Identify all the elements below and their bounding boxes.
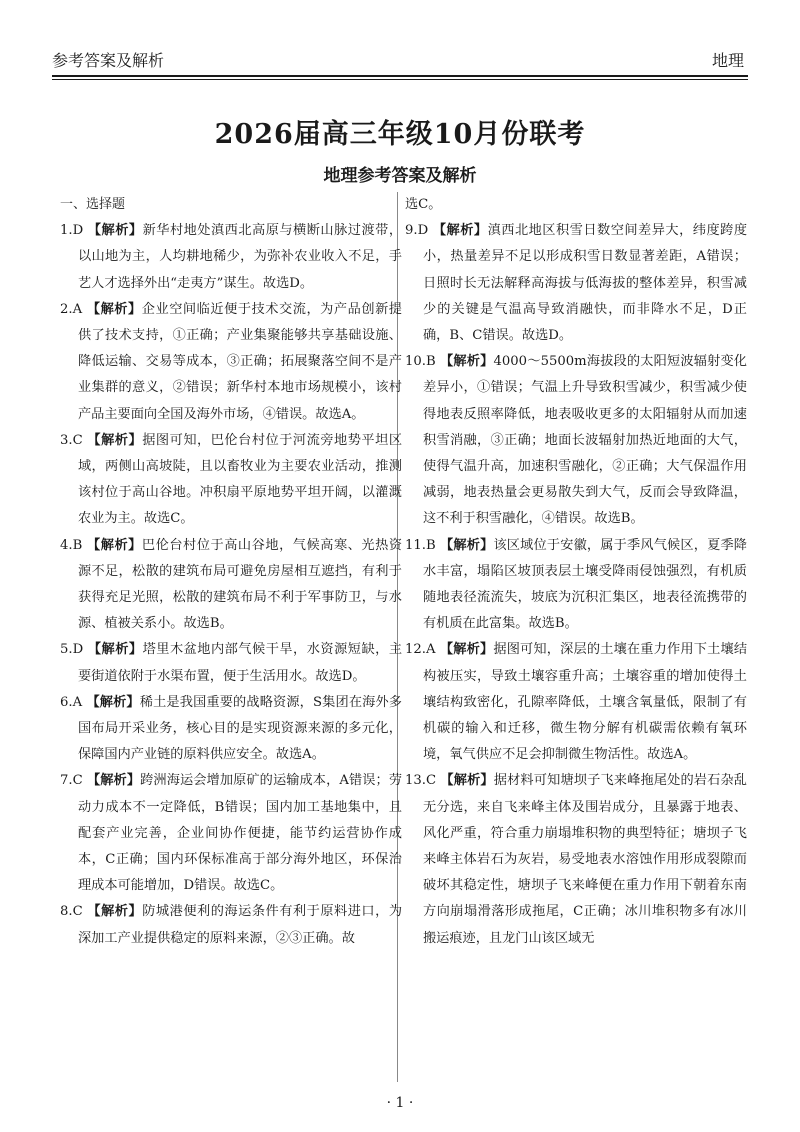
running-header-subject: 地理 — [711, 51, 744, 70]
answer-list-left — [60, 218, 402, 952]
answer-item — [60, 899, 402, 951]
answer-number: 9.D — [405, 223, 429, 239]
analysis-text: 新华村地处滇西北高原与横断山脉过渡带，以山地为主，人均耕地稀少，为弥补农业收入不足，手艺人才选择外出“走夷方”谋生。故选D。 — [78, 223, 403, 291]
analysis-tag: 【解析】 — [87, 642, 143, 658]
answer-number: 13.C — [405, 773, 437, 789]
analysis-tag: 【解析】 — [440, 773, 494, 789]
answer-item — [405, 218, 747, 349]
answer-number: 11.B — [405, 537, 436, 553]
right-column — [405, 192, 747, 952]
analysis-text: 据材料可知塘坝子飞来峰拖尾处的岩石杂乱无分选，来自飞来峰主体及围岩成分，且暴露于地表、风化严重，符合重力崩塌堆积物的典型特征；塘坝子飞来峰主体岩石为灰岩，易受地表水溶蚀作用形成裂隙而破坏其稳定性，塘坝子飞来峰便在重力作用下朝着东南方向崩塌滑落形成拖尾，C正确；冰川堆积物多有冰川搬运痕迹，且龙门山该区域无 — [423, 773, 747, 946]
analysis-tag: 【解析】 — [87, 904, 143, 920]
answer-number: 2.A — [60, 301, 83, 317]
analysis-text: 据图可知，深层的土壤在重力作用下土壤结构被压实，导致土壤容重升高；土壤容重的增加使得土壤结构致密化，孔隙率降低，土壤含氧量低，限制了有机碳的输入和迁移，微生物分解有机碳需依赖有氧环境，氧气供应不足会抑制微生物活性。故选A。 — [423, 642, 748, 763]
answer-item — [405, 768, 747, 951]
answer-number: 4.B — [60, 537, 83, 553]
answer-item — [60, 428, 402, 533]
page-title: 2026届高三年级10月份联考 — [214, 119, 586, 150]
analysis-text: 滇西北地区积雪日数空间差异大，纬度跨度小，热量差异不足以形成积雪日数显著差距，A错误；日照时长无法解释高海拔与低海拔的整体差异，积雪减少的关键是气温高导致消融快，而非降水不足，D正确，B、C错误。故选D。 — [423, 223, 748, 344]
header-rule-thin — [52, 79, 748, 80]
analysis-tag: 【解析】 — [87, 537, 142, 553]
analysis-text: 据图可知，巴伦台村位于河流旁地势平坦区域，两侧山高坡陡，且以畜牧业为主要农业活动，推测该村位于高山谷地。冲积扇平原地势平坦开阔，以灌溉农业为主。故选C。 — [78, 432, 403, 527]
answer-number: 8.C — [60, 904, 83, 920]
page-subtitle: 地理参考答案及解析 — [323, 166, 477, 186]
answer-number: 5.D — [60, 642, 84, 658]
analysis-tag: 【解析】 — [86, 694, 140, 710]
answer-item — [60, 297, 402, 428]
answer-item — [60, 690, 402, 769]
analysis-tag: 【解析】 — [432, 223, 488, 239]
answer-number: 7.C — [60, 773, 83, 789]
analysis-tag: 【解析】 — [87, 223, 143, 239]
answer-list-right — [405, 218, 747, 952]
analysis-tag: 【解析】 — [440, 537, 494, 553]
answer-number: 6.A — [60, 694, 83, 710]
continued-text: 选C。 — [405, 197, 442, 212]
header-rule-thick — [52, 75, 748, 77]
answer-item — [405, 637, 747, 768]
analysis-tag: 【解析】 — [86, 773, 141, 789]
analysis-tag: 【解析】 — [87, 432, 143, 448]
answer-number: 12.A — [405, 642, 436, 658]
analysis-text: 稀土是我国重要的战略资源，S集团在海外多国布局开采业务，核心目的是实现资源来源的多元化，保障国内产业链的原料供应安全。故选A。 — [78, 694, 402, 763]
answer-item — [60, 637, 402, 689]
analysis-text: 防城港便利的海运条件有利于原料进口，为深加工产业提供稳定的原料来源，②③正确。故 — [78, 904, 403, 946]
analysis-text: 该区域位于安徽，属于季风气候区，夏季降水丰富，塌陷区坡顶表层土壤受降雨侵蚀强烈，有机质随地表径流流失，坡底为沉积汇集区，地表径流携带的有机质在此富集。故选B。 — [423, 537, 747, 632]
page-number: · 1 · — [386, 1095, 414, 1111]
answer-item — [60, 218, 402, 297]
analysis-text: 巴伦台村位于高山谷地，气候高寒、光热资源不足，松散的建筑布局可避免房屋相互遮挡，有利于获得充足光照，松散的建筑布局不利于军事防卫，与水源、植被关系小。故选B。 — [78, 537, 403, 632]
left-column — [60, 192, 402, 952]
analysis-text: 4000～5500m海拔段的太阳短波辐射变化差异小，①错误；气温上升导致积雪减少，积雪减少使得地表反照率降低，地表吸收更多的太阳辐射从而加速积雪消融，③正确；地面长波辐射加热近地面的大气，使得气温升高，加速积雪融化，②正确；大气保温作用减弱，地表热量会更易散失到大气，反而会导致降温，这不利于积雪融化，④错误。故选B。 — [423, 354, 747, 527]
analysis-tag: 【解析】 — [440, 354, 494, 370]
section-heading: 一、选择题 — [60, 197, 126, 212]
analysis-tag: 【解析】 — [439, 642, 494, 658]
analysis-text: 塔里木盆地内部气候干旱，水资源短缺，主要街道依附于水渠布置，便于生活用水。故选D。 — [78, 642, 403, 684]
running-header-left: 参考答案及解析 — [52, 51, 165, 70]
answer-item — [405, 533, 747, 638]
answer-item — [60, 768, 402, 899]
answer-number: 1.D — [60, 223, 84, 239]
answer-item — [60, 533, 402, 638]
answer-number: 10.B — [405, 354, 436, 370]
analysis-tag: 【解析】 — [86, 301, 142, 317]
analysis-text: 跨洲海运会增加原矿的运输成本，A错误；劳动力成本不一定降低，B错误；国内加工基地集中，且配套产业完善，企业间协作便捷，能节约运营协作成本，C正确；国内环保标准高于部分海外地区，环保治理成本可能增加，D错误。故选C。 — [78, 773, 403, 894]
analysis-text: 企业空间临近便于技术交流，为产品创新提供了技术支持，①正确；产业集聚能够共享基础设施、降低运输、交易等成本，③正确；拓展聚落空间不是产业集群的意义，②错误；新华村本地市场规模小，该村产品主要面向全国及海外市场，④错误。故选A。 — [78, 301, 402, 422]
answer-item — [405, 349, 747, 532]
answer-number: 3.C — [60, 432, 83, 448]
